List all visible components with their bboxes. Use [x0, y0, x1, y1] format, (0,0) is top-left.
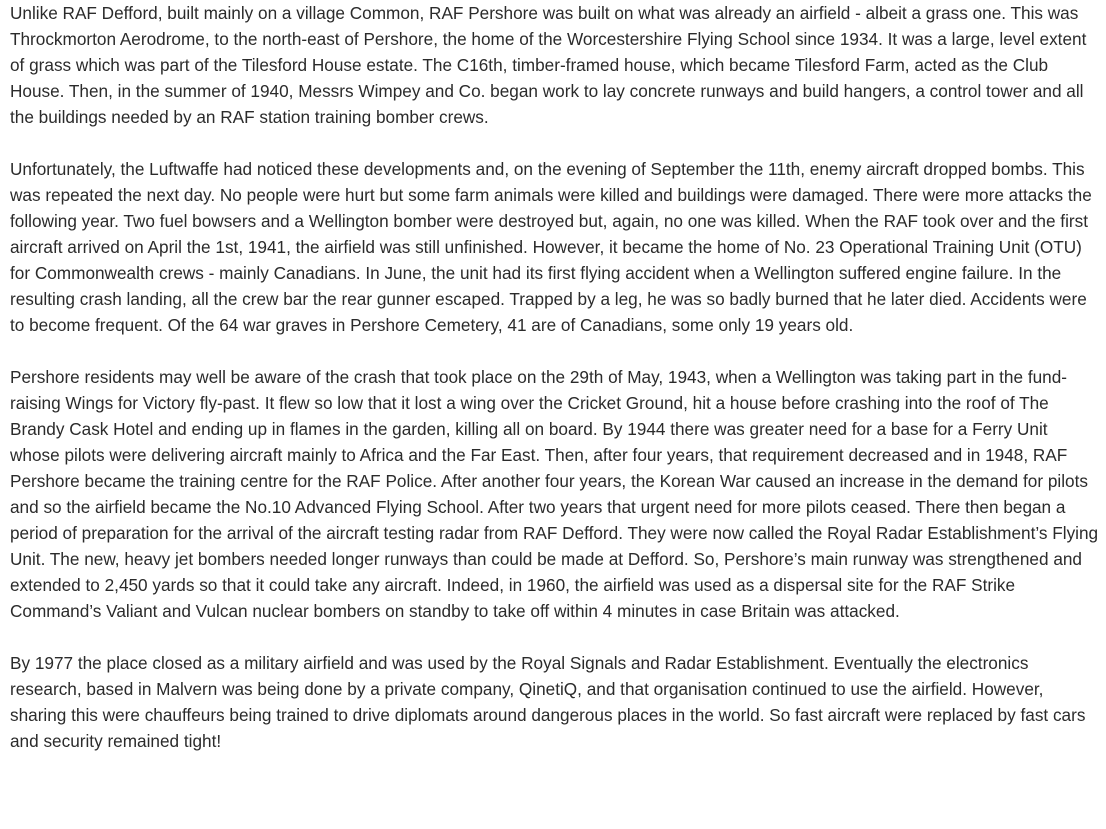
paragraph-raf-pershore-origins: Unlike RAF Defford, built mainly on a village Common, RAF Pershore was built on what was already an airfield - albeit a grass one. This was Throckmorton Aerodrome, to the north-east of Pershore, the home of the Worcestershire Flying School since 1934. It was a large, level extent of grass which was part of the Tilesford House estate. The C16th, timber-framed house, which became Tilesford Farm, acted as the Club House. Then, in the summer of 1940, Messrs Wimpey and Co. began work to lay concrete runways and build hangers, a control tower and all the buildings needed by an RAF station training bomber crews. — [10, 3, 1087, 127]
article-body — [10, 0, 1102, 754]
paragraph-closure-and-qinetiq: By 1977 the place closed as a military airfield and was used by the Royal Signals and Radar Establishment. Eventually the electronics research, based in Malvern was being done by a private company, QinetiQ, and that organisation continued to use the airfield. However, sharing this were chauffeurs being trained to drive diplomats around dangerous places in the world. So fast aircraft were replaced by fast cars and security remained tight! — [10, 653, 1086, 751]
paragraph-wellington-crash-and-later-use: Pershore residents may well be aware of the crash that took place on the 29th of May, 1943, when a Wellington was taking part in the fund-raising Wings for Victory fly-past. It flew so low that it lost a wing over the Cricket Ground, hit a house before crashing into the roof of The Brandy Cask Hotel and ending up in flames in the garden, killing all on board. By 1944 there was greater need for a base for a Ferry Unit whose pilots were delivering aircraft mainly to Africa and the Far East. Then, after four years, that requirement decreased and in 1948, RAF Pershore became the training centre for the RAF Police. After another four years, the Korean War caused an increase in the demand for pilots and so the airfield became the No.10 Advanced Flying School. After two years that urgent need for more pilots ceased. There then began a period of preparation for the arrival of the aircraft testing radar from RAF Defford. They were now called the Royal Radar Establishment’s Flying Unit. The new, heavy jet bombers needed longer runways than could be made at Defford. So, Pershore’s main runway was strengthened and extended to 2,450 yards so that it could take any aircraft. Indeed, in 1960, the airfield was used as a dispersal site for the RAF Strike Command’s Valiant and Vulcan nuclear bombers on standby to take off within 4 minutes in case Britain was attacked. — [10, 367, 1099, 621]
paragraph-luftwaffe-attacks: Unfortunately, the Luftwaffe had noticed these developments and, on the evening of September the 11th, enemy aircraft dropped bombs. This was repeated the next day. No people were hurt but some farm animals were killed and buildings were damaged. There were more attacks the following year. Two fuel bowsers and a Wellington bomber were destroyed but, again, no one was killed. When the RAF took over and the first aircraft arrived on April the 1st, 1941, the airfield was still unfinished. However, it became the home of No. 23 Operational Training Unit (OTU) for Commonwealth crews - mainly Canadians. In June, the unit had its first flying accident when a Wellington suffered engine failure. In the resulting crash landing, all the crew bar the rear gunner escaped. Trapped by a leg, he was so badly burned that he later died. Accidents were to become frequent. Of the 64 war graves in Pershore Cemetery, 41 are of Canadians, some only 19 years old. — [10, 159, 1092, 335]
